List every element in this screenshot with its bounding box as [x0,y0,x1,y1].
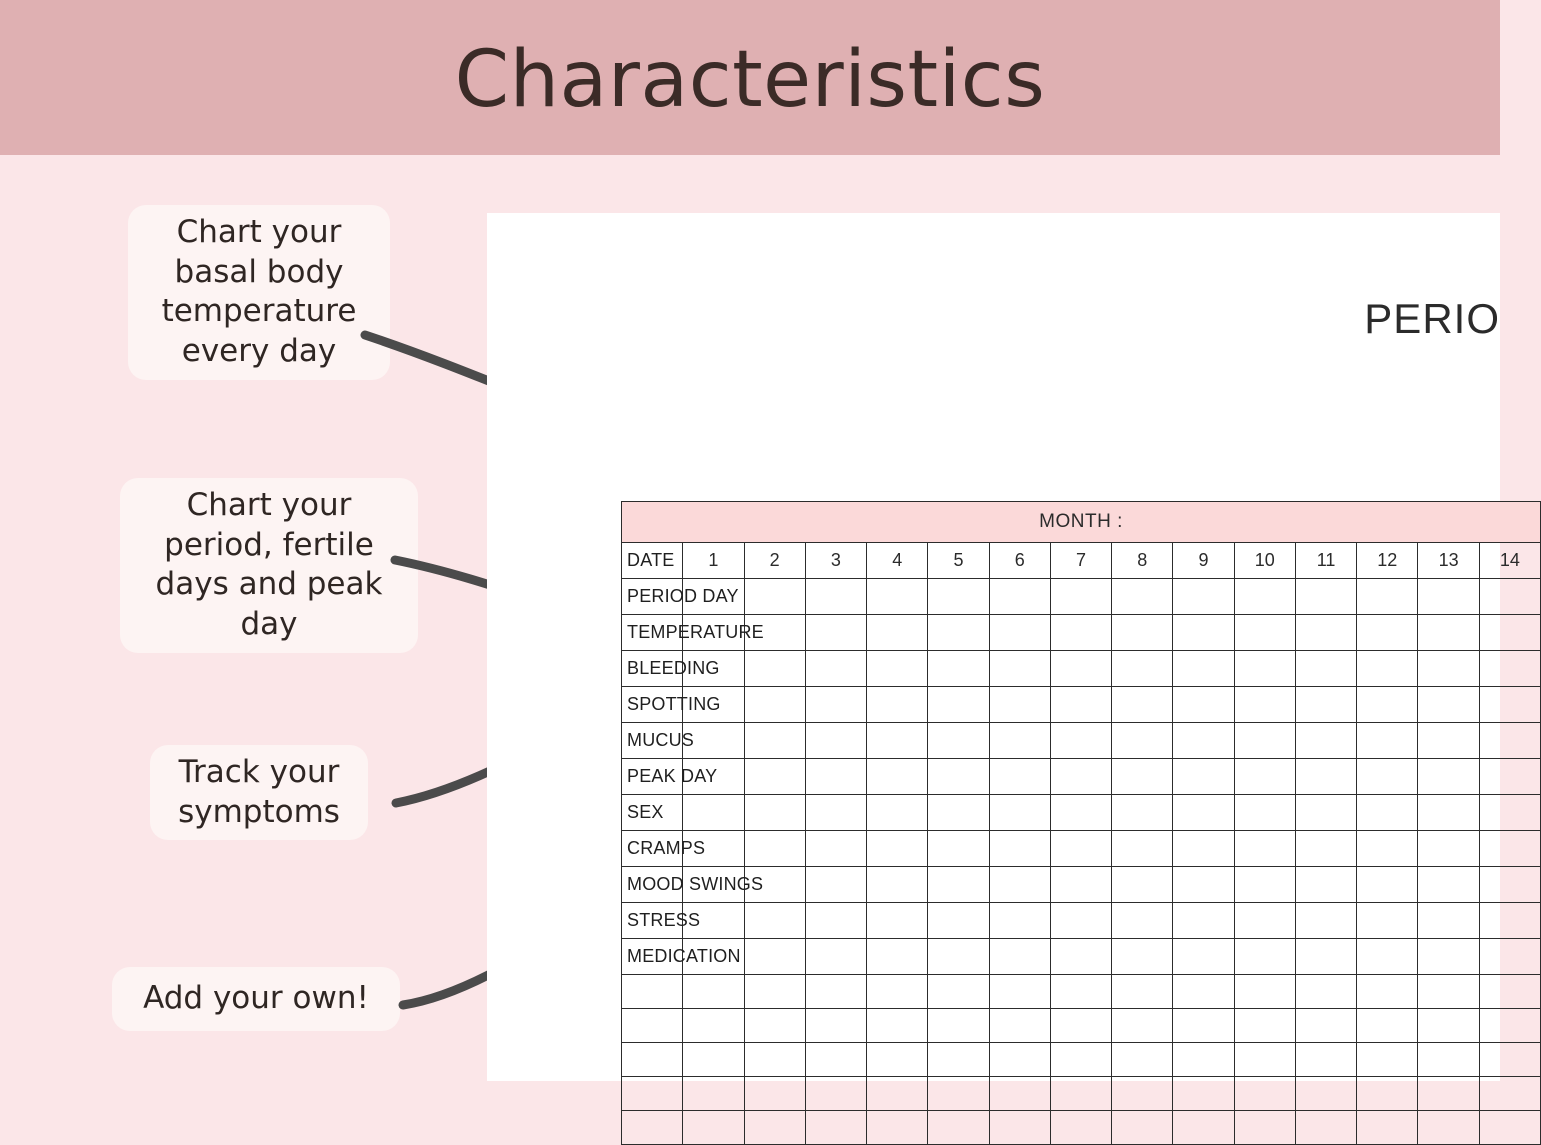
cell[interactable] [1112,615,1173,651]
cell[interactable] [1418,867,1479,903]
cell[interactable] [989,651,1050,687]
cell[interactable] [1112,831,1173,867]
content-area [0,155,1520,1125]
table-row [622,687,1541,723]
cell[interactable] [1479,723,1540,759]
row-label-period-day: PERIOD DAY [622,579,683,615]
cell[interactable] [1173,687,1234,723]
cell[interactable] [1173,1043,1234,1077]
cell[interactable] [867,939,928,975]
row-label-mucus: MUCUS [622,723,683,759]
cell[interactable] [1112,579,1173,615]
table-row [622,939,1541,975]
cell[interactable] [1234,1009,1295,1043]
cell[interactable] [1479,1111,1540,1145]
cell[interactable] [1357,759,1418,795]
cell[interactable] [805,831,866,867]
cell[interactable] [1418,975,1479,1009]
day-header-1: 1 [683,543,744,579]
table-row-date [622,543,1541,579]
cell[interactable] [1234,579,1295,615]
table-row [622,759,1541,795]
row-label-medication: MEDICATION [622,939,683,975]
cell[interactable] [744,903,805,939]
cell[interactable] [928,831,989,867]
cell[interactable] [989,903,1050,939]
cell[interactable] [683,795,744,831]
cell[interactable] [1418,1111,1479,1145]
day-header-6: 6 [989,543,1050,579]
cell[interactable] [1295,903,1356,939]
cell[interactable] [1418,1077,1479,1111]
cell[interactable] [1479,1009,1540,1043]
table-row [622,651,1541,687]
cell[interactable] [1479,615,1540,651]
cell[interactable] [989,975,1050,1009]
table-row-blank [622,975,1541,1009]
cell[interactable] [867,579,928,615]
callout-add-your-own: Add your own! [112,967,400,1031]
cell[interactable] [805,1111,866,1145]
cell[interactable] [1050,795,1111,831]
row-label-peak-day: PEAK DAY [622,759,683,795]
cell[interactable] [1050,687,1111,723]
cell[interactable] [928,651,989,687]
table-row-blank [622,1111,1541,1145]
row-label-stress: STRESS [622,903,683,939]
cell[interactable] [989,939,1050,975]
day-header-12: 12 [1357,543,1418,579]
row-label-cramps: CRAMPS [622,831,683,867]
cell[interactable] [1050,867,1111,903]
cell[interactable] [1479,975,1540,1009]
cell[interactable] [1173,975,1234,1009]
cell[interactable] [1295,651,1356,687]
cell[interactable] [744,1043,805,1077]
day-header-11: 11 [1295,543,1356,579]
row-label-blank[interactable] [622,975,683,1009]
cell[interactable] [744,1077,805,1111]
table-row [622,903,1541,939]
row-label-blank[interactable] [622,1043,683,1077]
cell[interactable] [805,759,866,795]
cell[interactable] [1295,579,1356,615]
cell[interactable] [1234,687,1295,723]
cell[interactable] [1295,1009,1356,1043]
cell[interactable] [1050,939,1111,975]
day-header-5: 5 [928,543,989,579]
cell[interactable] [989,867,1050,903]
cell[interactable] [1173,1111,1234,1145]
row-label-temperature: TEMPERATURE [622,615,683,651]
table-row [622,831,1541,867]
cell[interactable] [1050,579,1111,615]
cell[interactable] [1357,903,1418,939]
cell[interactable] [989,687,1050,723]
cell[interactable] [1418,759,1479,795]
cell[interactable] [805,975,866,1009]
cell[interactable] [1112,903,1173,939]
cell[interactable] [928,939,989,975]
cell[interactable] [989,1043,1050,1077]
cell[interactable] [1479,867,1540,903]
cell[interactable] [928,1077,989,1111]
cell[interactable] [1234,759,1295,795]
cell[interactable] [1479,831,1540,867]
cell[interactable] [1112,975,1173,1009]
day-header-2: 2 [744,543,805,579]
cell[interactable] [1234,1077,1295,1111]
cell[interactable] [1173,1009,1234,1043]
cell[interactable] [1234,651,1295,687]
cell[interactable] [1173,795,1234,831]
cell[interactable] [928,1043,989,1077]
table-row [622,723,1541,759]
cell[interactable] [744,687,805,723]
cell[interactable] [928,1009,989,1043]
cell[interactable] [683,1077,744,1111]
cell[interactable] [744,831,805,867]
cell[interactable] [1295,1077,1356,1111]
cell[interactable] [744,651,805,687]
cell[interactable] [867,687,928,723]
day-header-7: 7 [1050,543,1111,579]
cell[interactable] [867,867,928,903]
cell[interactable] [1418,723,1479,759]
table-row [622,795,1541,831]
cell[interactable] [683,1043,744,1077]
cell[interactable] [989,831,1050,867]
cell[interactable] [867,975,928,1009]
cell[interactable] [1234,795,1295,831]
cell[interactable] [805,579,866,615]
cell[interactable] [1112,867,1173,903]
cell[interactable] [1050,651,1111,687]
cell[interactable] [1173,579,1234,615]
cell[interactable] [1295,723,1356,759]
cell[interactable] [744,939,805,975]
callout-basal-temperature: Chart your basal body temperature every day [128,205,390,380]
cell[interactable] [1234,1043,1295,1077]
cell[interactable] [928,759,989,795]
cell[interactable] [1234,831,1295,867]
cell[interactable] [1357,867,1418,903]
cell[interactable] [805,1077,866,1111]
cell[interactable] [1418,1043,1479,1077]
cell[interactable] [1479,651,1540,687]
cell[interactable] [928,903,989,939]
cell[interactable] [989,1077,1050,1111]
cell[interactable] [1050,831,1111,867]
table-row-blank [622,1009,1541,1043]
cell[interactable] [1234,867,1295,903]
cell[interactable] [1479,795,1540,831]
callout-period-fertile: Chart your period, fertile days and peak day [120,478,418,653]
cell[interactable] [1418,651,1479,687]
cell[interactable] [1357,1043,1418,1077]
cell[interactable] [928,975,989,1009]
cell[interactable] [1479,759,1540,795]
cell[interactable] [1112,1009,1173,1043]
cell[interactable] [928,867,989,903]
cell[interactable] [805,939,866,975]
row-label-blank[interactable] [622,1009,683,1043]
tracker-body [622,502,1541,1145]
cell[interactable] [683,1009,744,1043]
month-row [622,502,1541,543]
cell[interactable] [867,1111,928,1145]
cell[interactable] [683,1111,744,1145]
callout-symptoms: Track your symptoms [150,745,368,840]
cell[interactable] [1479,687,1540,723]
cell[interactable] [1112,795,1173,831]
cell[interactable] [1173,651,1234,687]
table-row-blank [622,1077,1541,1111]
month-field[interactable]: MONTH : [622,502,1541,543]
cell[interactable] [1050,1077,1111,1111]
row-label-date: DATE [622,543,683,579]
cell[interactable] [1050,1043,1111,1077]
cell[interactable] [1479,579,1540,615]
row-label-blank[interactable] [622,1111,683,1145]
cell[interactable] [1234,975,1295,1009]
cell[interactable] [928,615,989,651]
table-row-blank [622,1043,1541,1077]
cell[interactable] [989,723,1050,759]
cell[interactable] [1295,687,1356,723]
cell[interactable] [1295,759,1356,795]
cell[interactable] [1173,759,1234,795]
cell[interactable] [1295,795,1356,831]
cell[interactable] [867,651,928,687]
cell[interactable] [744,759,805,795]
cell[interactable] [1357,1111,1418,1145]
cell[interactable] [1295,1111,1356,1145]
cell[interactable] [867,831,928,867]
cell[interactable] [1479,1043,1540,1077]
cell[interactable] [744,975,805,1009]
cell[interactable] [1295,975,1356,1009]
cell[interactable] [1234,615,1295,651]
cell[interactable] [805,867,866,903]
cell[interactable] [805,903,866,939]
cell[interactable] [1418,795,1479,831]
cell[interactable] [867,1043,928,1077]
cell[interactable] [805,1009,866,1043]
cell[interactable] [867,723,928,759]
cell[interactable] [1418,831,1479,867]
cell[interactable] [989,759,1050,795]
day-header-10: 10 [1234,543,1295,579]
cell[interactable] [1173,939,1234,975]
table-row [622,579,1541,615]
cell[interactable] [867,1009,928,1043]
cell[interactable] [1357,651,1418,687]
cell[interactable] [928,723,989,759]
cell[interactable] [805,1043,866,1077]
cell[interactable] [1357,795,1418,831]
cell[interactable] [867,1077,928,1111]
row-label-blank[interactable] [622,1077,683,1111]
cell[interactable] [867,795,928,831]
cell[interactable] [1050,975,1111,1009]
cell[interactable] [744,579,805,615]
cell[interactable] [1295,939,1356,975]
cell[interactable] [1357,1009,1418,1043]
cell[interactable] [805,651,866,687]
row-label-sex: SEX [622,795,683,831]
cell[interactable] [928,687,989,723]
cell[interactable] [1418,939,1479,975]
cell[interactable] [805,615,866,651]
cell[interactable] [1357,615,1418,651]
cell[interactable] [1112,723,1173,759]
cell[interactable] [1050,723,1111,759]
cell[interactable] [1234,1111,1295,1145]
sheet-title: PERIO [1364,295,1500,342]
cell[interactable] [1295,867,1356,903]
cell[interactable] [1295,1043,1356,1077]
cell[interactable] [805,687,866,723]
cell[interactable] [1357,831,1418,867]
cell[interactable] [1173,903,1234,939]
cell[interactable] [1418,903,1479,939]
cell[interactable] [1050,759,1111,795]
cell[interactable] [1418,1009,1479,1043]
cell[interactable] [1234,903,1295,939]
cell[interactable] [1295,615,1356,651]
cell[interactable] [1173,615,1234,651]
cell[interactable] [744,723,805,759]
cell[interactable] [805,795,866,831]
table-row [622,867,1541,903]
cell[interactable] [989,795,1050,831]
cell[interactable] [1234,723,1295,759]
cell[interactable] [1173,723,1234,759]
cell[interactable] [1173,867,1234,903]
cell[interactable] [744,1111,805,1145]
cell[interactable] [989,615,1050,651]
cell[interactable] [1112,687,1173,723]
cell[interactable] [744,1009,805,1043]
cell[interactable] [867,615,928,651]
cell[interactable] [1050,615,1111,651]
cell[interactable] [1357,579,1418,615]
cell[interactable] [1418,615,1479,651]
cell[interactable] [1112,759,1173,795]
cell[interactable] [683,975,744,1009]
cell[interactable] [928,579,989,615]
table-row [622,615,1541,651]
cell[interactable] [1357,723,1418,759]
period-tracker-table [621,501,1541,1145]
cell[interactable] [867,903,928,939]
day-header-8: 8 [1112,543,1173,579]
cell[interactable] [1357,687,1418,723]
cell[interactable] [805,723,866,759]
cell[interactable] [1357,939,1418,975]
cell[interactable] [1418,687,1479,723]
cell[interactable] [928,795,989,831]
day-header-9: 9 [1173,543,1234,579]
cell[interactable] [1234,939,1295,975]
cell[interactable] [1418,579,1479,615]
cell[interactable] [1050,903,1111,939]
cell[interactable] [1112,939,1173,975]
page-title: Characteristics [454,34,1046,125]
day-header-13: 13 [1418,543,1479,579]
cell[interactable] [1295,831,1356,867]
cell[interactable] [1050,1009,1111,1043]
cell[interactable] [1479,903,1540,939]
cell[interactable] [1050,1111,1111,1145]
row-label-mood-swings: MOOD SWINGS [622,867,683,903]
row-label-bleeding: BLEEDING [622,651,683,687]
row-label-spotting: SPOTTING [622,687,683,723]
header-band [0,0,1500,155]
cell[interactable] [1112,1077,1173,1111]
cell[interactable] [989,1009,1050,1043]
cell[interactable] [1479,1077,1540,1111]
cell[interactable] [1357,1077,1418,1111]
cell[interactable] [928,1111,989,1145]
cell[interactable] [867,759,928,795]
cell[interactable] [1173,1077,1234,1111]
day-header-3: 3 [805,543,866,579]
cell[interactable] [1112,1111,1173,1145]
cell[interactable] [989,1111,1050,1145]
cell[interactable] [989,579,1050,615]
cell[interactable] [1357,975,1418,1009]
day-header-4: 4 [867,543,928,579]
cell[interactable] [1479,939,1540,975]
day-header-14: 14 [1479,543,1540,579]
cell[interactable] [1173,831,1234,867]
printable-sheet [487,213,1520,1081]
cell[interactable] [1112,1043,1173,1077]
cell[interactable] [744,795,805,831]
cell[interactable] [1112,651,1173,687]
